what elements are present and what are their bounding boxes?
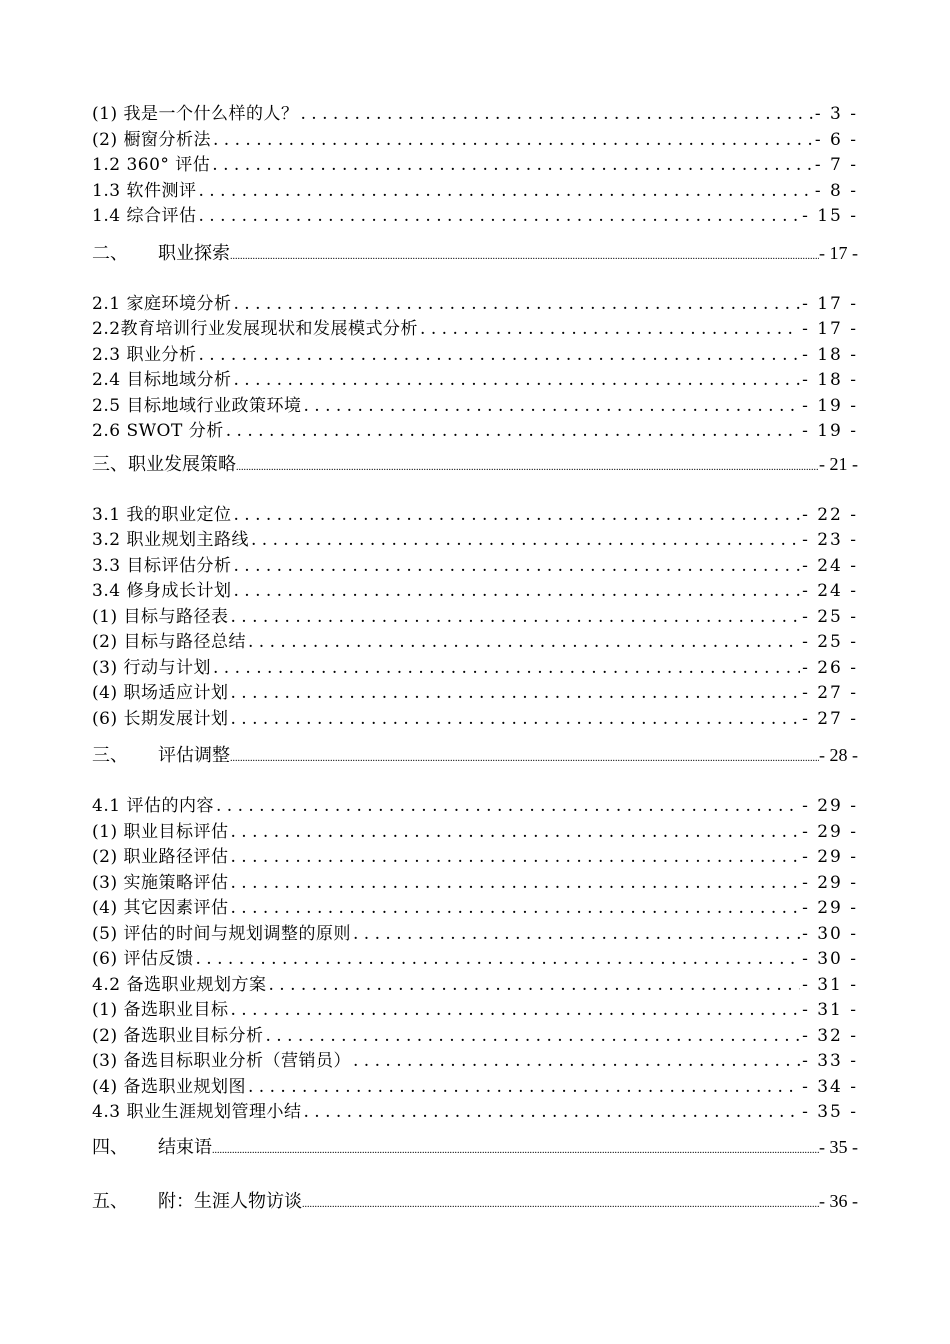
toc-entry[interactable] <box>92 794 858 820</box>
toc-entry-title: 4.3 职业生涯规划管理小结 <box>92 1102 302 1122</box>
toc-heading-development-strategy[interactable] <box>92 451 858 481</box>
toc-page-number: - 34 - <box>802 1076 858 1097</box>
toc-heading-evaluation-adjustment[interactable] <box>92 742 858 772</box>
toc-heading-number: 三、 <box>92 745 128 765</box>
toc-entry[interactable] <box>92 394 858 420</box>
toc-page-number: - 27 - <box>802 708 858 729</box>
toc-leader-dots <box>233 554 800 580</box>
toc-leader-dots <box>420 317 800 343</box>
toc-entry[interactable] <box>92 1100 858 1126</box>
toc-entry-title: 4.2 备选职业规划方案 <box>92 974 267 995</box>
toc-page-number: - 36 - <box>819 1190 858 1211</box>
toc-page-number: - 18 - <box>802 370 858 390</box>
table-of-contents <box>92 102 858 1218</box>
toc-page-number: - 33 - <box>802 1051 858 1071</box>
toc-entry[interactable] <box>92 292 858 318</box>
toc-heading-title: 职业探索 <box>158 242 230 263</box>
toc-page-number: - 27 - <box>802 683 858 703</box>
toc-entry-title: (4) 其它因素评估 <box>92 898 229 918</box>
toc-entry-title: (4) 备选职业规划图 <box>92 1076 246 1097</box>
toc-leader-dots <box>230 746 819 772</box>
toc-entry-title: (5) 评估的时间与规划调整的原则 <box>92 923 351 944</box>
toc-entry[interactable] <box>92 973 858 999</box>
toc-section-4-entries <box>92 794 858 1126</box>
toc-entry-title: (2) 备选职业目标分析 <box>92 1025 264 1046</box>
toc-page-number: - 29 - <box>802 898 858 918</box>
toc-leader-dots <box>353 1049 800 1075</box>
toc-entry[interactable] <box>92 153 858 179</box>
toc-leader-dots <box>248 1075 800 1101</box>
toc-page-number: - 3 - <box>814 104 858 124</box>
toc-leader-dots <box>226 419 800 445</box>
toc-entry-title: 3.2 职业规划主路线 <box>92 530 249 550</box>
toc-heading-number: 四、 <box>92 1136 128 1157</box>
toc-entry-title: 3.1 我的职业定位 <box>92 504 232 525</box>
toc-leader-dots <box>198 179 812 205</box>
toc-page-number: - 32 - <box>802 1025 858 1046</box>
toc-page-number: - 26 - <box>802 657 858 678</box>
toc-entry-title: 3.3 目标评估分析 <box>92 555 232 576</box>
toc-entry[interactable] <box>92 343 858 369</box>
toc-leader-dots <box>233 368 800 394</box>
toc-entry-title: 2.2教育培训行业发展现状和发展模式分析 <box>92 319 419 339</box>
toc-page-number: - 29 - <box>802 872 858 893</box>
toc-leader-dots <box>230 681 800 707</box>
toc-entry[interactable] <box>92 128 858 154</box>
toc-page-number: - 35 - <box>802 1102 858 1122</box>
toc-leader-dots <box>230 244 819 270</box>
toc-entry[interactable] <box>92 179 858 205</box>
toc-entry-title: (3) 实施策略评估 <box>92 872 229 893</box>
toc-page-number: - 31 - <box>802 974 858 995</box>
toc-leader-dots <box>265 1024 800 1050</box>
toc-entry[interactable] <box>92 896 858 922</box>
toc-leader-dots <box>248 630 800 656</box>
toc-leader-dots <box>230 896 800 922</box>
toc-entry[interactable] <box>92 579 858 605</box>
toc-page-number: - 29 - <box>802 796 858 816</box>
toc-leader-dots <box>230 871 800 897</box>
toc-entry[interactable] <box>92 1049 858 1075</box>
toc-leader-dots <box>233 503 800 529</box>
toc-heading-conclusion[interactable] <box>92 1134 858 1164</box>
toc-entry-title: (6) 评估反馈 <box>92 949 194 969</box>
toc-leader-dots <box>251 528 800 554</box>
toc-entry-title: (2) 目标与路径总结 <box>92 632 246 652</box>
toc-entry-title: (1) 目标与路径表 <box>92 606 229 627</box>
toc-entry[interactable] <box>92 1075 858 1101</box>
toc-leader-dots <box>198 204 800 230</box>
toc-entry-title: 1.2 360° 评估 <box>92 155 211 175</box>
toc-entry[interactable] <box>92 947 858 973</box>
toc-heading-title: 评估调整 <box>158 745 230 765</box>
toc-leader-dots <box>230 605 800 631</box>
toc-page-number: - 29 - <box>802 847 858 867</box>
toc-entry[interactable] <box>92 368 858 394</box>
toc-entry-title: (6) 长期发展计划 <box>92 708 229 729</box>
toc-page-number: - 17 - <box>802 293 858 314</box>
toc-entry-title: (2) 职业路径评估 <box>92 847 229 867</box>
toc-section-2-entries <box>92 292 858 445</box>
toc-page-number: - 28 - <box>819 745 858 765</box>
toc-leader-dots <box>230 845 800 871</box>
toc-heading-number: 五、 <box>92 1190 128 1211</box>
toc-leader-dots <box>230 998 800 1024</box>
toc-entry-title: (3) 行动与计划 <box>92 657 211 678</box>
toc-page-number: - 24 - <box>802 581 858 601</box>
toc-entry-title: 2.5 目标地域行业政策环境 <box>92 395 302 416</box>
toc-leader-dots <box>212 1138 819 1164</box>
toc-leader-dots <box>353 922 800 948</box>
toc-heading-career-exploration[interactable] <box>92 240 858 270</box>
toc-page-number: - 30 - <box>802 923 858 944</box>
toc-leader-dots <box>230 820 800 846</box>
toc-entry[interactable] <box>92 998 858 1024</box>
toc-entry-title: 2.4 目标地域分析 <box>92 370 232 390</box>
toc-page-number: - 8 - <box>814 180 858 201</box>
toc-entry[interactable] <box>92 707 858 733</box>
toc-entry[interactable] <box>92 922 858 948</box>
toc-leader-dots <box>233 579 800 605</box>
toc-page-number: - 23 - <box>802 530 858 550</box>
toc-page-number: - 15 - <box>802 206 858 226</box>
toc-entry-title: 1.3 软件测评 <box>92 180 197 201</box>
toc-page-number: - 31 - <box>802 1000 858 1020</box>
toc-entry-title: 2.3 职业分析 <box>92 344 197 365</box>
toc-entry-title: (1) 职业目标评估 <box>92 821 229 842</box>
toc-entry[interactable] <box>92 605 858 631</box>
toc-leader-dots <box>230 707 800 733</box>
toc-leader-dots <box>198 343 800 369</box>
toc-leader-dots <box>233 292 800 318</box>
toc-entry[interactable] <box>92 317 858 343</box>
toc-heading-appendix-interview[interactable] <box>92 1188 858 1218</box>
toc-section-3-entries <box>92 503 858 733</box>
toc-leader-dots <box>302 1192 819 1218</box>
toc-entry[interactable] <box>92 554 858 580</box>
toc-page-number: - 7 - <box>814 155 858 175</box>
toc-heading-title: 三、职业发展策略 <box>92 453 236 474</box>
toc-leader-dots <box>268 973 800 999</box>
toc-leader-dots <box>216 794 800 820</box>
toc-page-number: - 29 - <box>802 821 858 842</box>
toc-entry[interactable] <box>92 630 858 656</box>
toc-entry-title: (3) 备选目标职业分析（营销员） <box>92 1051 351 1071</box>
toc-heading-title: 结束语 <box>158 1136 212 1157</box>
toc-heading-title: 附：生涯人物访谈 <box>158 1190 302 1211</box>
toc-entry-title: 2.6 SWOT 分析 <box>92 421 224 441</box>
toc-entry[interactable] <box>92 419 858 445</box>
toc-page-number: - 25 - <box>802 632 858 652</box>
toc-entry[interactable] <box>92 871 858 897</box>
toc-page-number: - 22 - <box>802 504 858 525</box>
toc-page-number: - 6 - <box>814 129 858 150</box>
toc-leader-dots <box>213 656 800 682</box>
toc-entry[interactable] <box>92 681 858 707</box>
toc-leader-dots <box>195 947 800 973</box>
toc-page-number: - 25 - <box>802 606 858 627</box>
toc-entry-title: (1) 我是一个什么样的人？ <box>92 104 299 124</box>
toc-heading-number: 二、 <box>92 242 128 263</box>
toc-page-number: - 24 - <box>802 555 858 576</box>
toc-leader-dots <box>236 455 819 481</box>
toc-entry[interactable] <box>92 656 858 682</box>
toc-entry-title: 2.1 家庭环境分析 <box>92 293 232 314</box>
toc-entry-title: (2) 橱窗分析法 <box>92 129 211 150</box>
toc-leader-dots <box>213 128 813 154</box>
toc-page-number: - 19 - <box>802 421 858 441</box>
toc-page-number: - 19 - <box>802 395 858 416</box>
toc-entry[interactable] <box>92 845 858 871</box>
toc-page-number: - 17 - <box>819 242 858 263</box>
toc-entry[interactable] <box>92 102 858 128</box>
toc-entry[interactable] <box>92 820 858 846</box>
toc-page-number: - 21 - <box>819 453 858 474</box>
toc-page-number: - 30 - <box>802 949 858 969</box>
toc-leader-dots <box>300 102 812 128</box>
toc-leader-dots <box>212 153 813 179</box>
toc-entry[interactable] <box>92 503 858 529</box>
toc-section-1-entries <box>92 102 858 230</box>
toc-page-number: - 18 - <box>802 344 858 365</box>
toc-entry-title: 3.4 修身成长计划 <box>92 581 232 601</box>
toc-entry-title: (1) 备选职业目标 <box>92 1000 229 1020</box>
toc-leader-dots <box>303 394 800 420</box>
toc-entry[interactable] <box>92 528 858 554</box>
toc-entry-title: (4) 职场适应计划 <box>92 683 229 703</box>
toc-entry[interactable] <box>92 204 858 230</box>
toc-entry[interactable] <box>92 1024 858 1050</box>
toc-page-number: - 35 - <box>819 1136 858 1157</box>
toc-entry-title: 1.4 综合评估 <box>92 206 197 226</box>
toc-page-number: - 17 - <box>802 319 858 339</box>
toc-entry-title: 4.1 评估的内容 <box>92 796 214 816</box>
toc-leader-dots <box>303 1100 800 1126</box>
